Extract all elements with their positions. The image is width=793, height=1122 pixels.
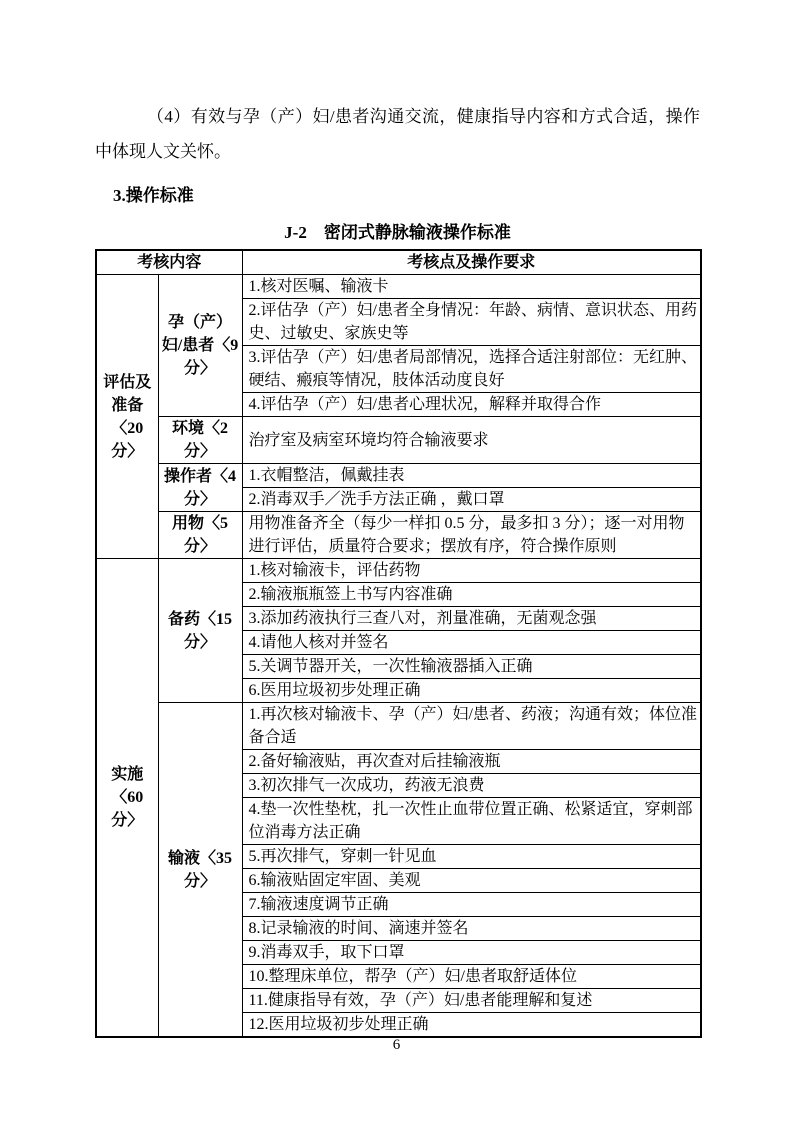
item-cell: 2.评估孕（产）妇/患者全身情况：年龄、病情、意识状态、用药史、过敏史、家族史等	[242, 299, 701, 346]
section-label-implement: 实施〈60 分〉	[96, 559, 158, 1038]
table-row	[96, 703, 701, 750]
item-cell: 2.备好输液贴，再次查对后挂输液瓶	[242, 750, 701, 774]
group-label-supplies: 用物〈5 分〉	[158, 512, 242, 559]
item-cell: 用物准备齐全（每少一样扣 0.5 分，最多扣 3 分）；逐一对用物进行评估，质量符合要求；摆放有序，符合操作原则	[242, 512, 701, 559]
table-row	[96, 275, 701, 299]
group-label-operator: 操作者〈4 分〉	[158, 464, 242, 512]
item-cell: 1.核对医嘱、输液卡	[242, 275, 701, 299]
table-header-row	[96, 250, 701, 275]
table-row	[96, 417, 701, 464]
operation-standard-table	[95, 249, 702, 1038]
item-cell: 6.输液贴固定牢固、美观	[242, 869, 701, 893]
item-cell: 治疗室及病室环境均符合输液要求	[242, 417, 701, 464]
group-label-environment: 环境〈2 分〉	[158, 417, 242, 464]
table-title: J-2 密闭式静脉输液操作标准	[284, 223, 511, 242]
col-header-content: 考核内容	[96, 250, 242, 275]
item-cell: 8.记录输液的时间、滴速并签名	[242, 917, 701, 941]
item-cell: 6.医用垃圾初步处理正确	[242, 679, 701, 703]
item-cell: 2.消毒双手／洗手方法正确 ，戴口罩	[242, 488, 701, 512]
item-cell: 11.健康指导有效，孕（产）妇/患者能理解和复述	[242, 989, 701, 1013]
item-cell: 2.输液瓶瓶签上书写内容准确	[242, 583, 701, 607]
section-heading: 3.操作标准	[113, 186, 194, 205]
item-cell: 7.输液速度调节正确	[242, 893, 701, 917]
table-row	[96, 559, 701, 583]
item-cell: 3.初次排气一次成功，药液无浪费	[242, 774, 701, 798]
item-cell: 3.添加药液执行三查八对，剂量准确，无菌观念强	[242, 607, 701, 631]
item-cell: 3.评估孕（产）妇/患者局部情况，选择合适注射部位：无红肿、硬结、瘢痕等情况，肢体活动度良好	[242, 346, 701, 393]
item-cell: 1.衣帽整洁，佩戴挂表	[242, 464, 701, 488]
table-row	[96, 512, 701, 559]
col-header-requirements: 考核点及操作要求	[242, 250, 701, 275]
item-cell: 1.再次核对输液卡、孕（产）妇/患者、药液；沟通有效；体位准备合适	[242, 703, 701, 750]
item-cell: 5.关调节器开关，一次性输液器插入正确	[242, 655, 701, 679]
item-cell: 9.消毒双手，取下口罩	[242, 941, 701, 965]
group-label-prepare-medication: 备药〈15 分〉	[158, 559, 242, 703]
body-paragraph: （4）有效与孕（产）妇/患者沟通交流，健康指导内容和方式合适，操作中体现人文关怀。	[95, 107, 700, 161]
page-number: 6	[392, 1037, 401, 1053]
item-cell: 10.整理床单位，帮孕（产）妇/患者取舒适体位	[242, 965, 701, 989]
item-cell: 1.核对输液卡，评估药物	[242, 559, 701, 583]
group-label-patient: 孕（产）妇/患者〈9 分〉	[158, 275, 242, 417]
group-label-infusion: 输液〈35 分〉	[158, 703, 242, 1038]
item-cell: 12.医用垃圾初步处理正确	[242, 1013, 701, 1038]
item-cell: 5.再次排气，穿刺一针见血	[242, 845, 701, 869]
table-row	[96, 464, 701, 488]
item-cell: 4.请他人核对并签名	[242, 631, 701, 655]
section-label-assess: 评估及准备〈20 分〉	[96, 275, 158, 559]
item-cell: 4.垫一次性垫枕，扎一次性止血带位置正确、松紧适宜，穿刺部位消毒方法正确	[242, 798, 701, 845]
item-cell: 4.评估孕（产）妇/患者心理状况，解释并取得合作	[242, 393, 701, 417]
